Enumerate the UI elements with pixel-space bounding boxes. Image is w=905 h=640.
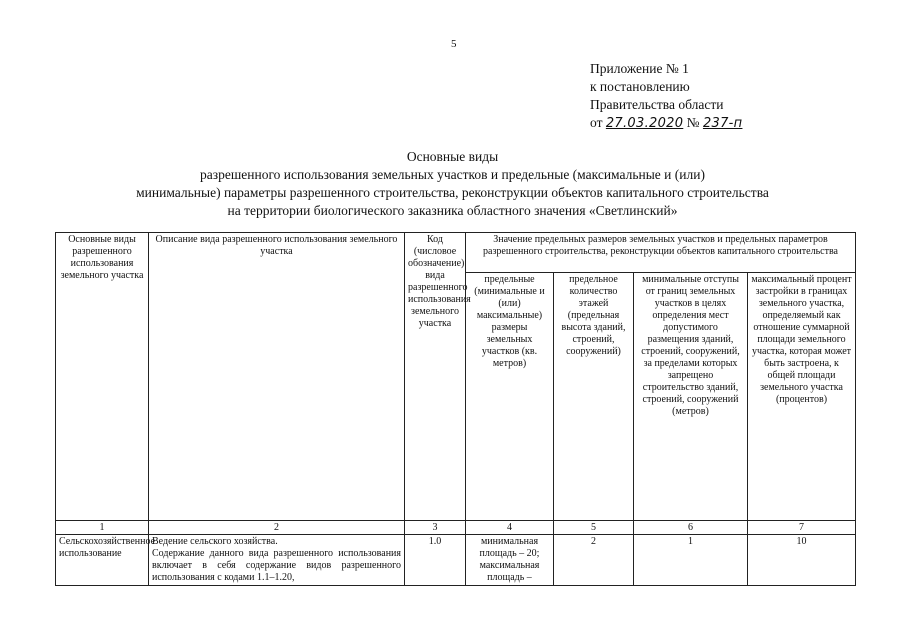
header-col-2: Описание вида разрешенного использования земельного участка xyxy=(149,233,405,521)
row-plot-size-min: минимальная площадь – 20; xyxy=(479,536,540,559)
row-land-use-name: Сельскохозяйственное использование xyxy=(56,535,149,586)
column-number: 4 xyxy=(466,521,554,535)
title-line-1: Основные виды xyxy=(406,149,499,164)
handwritten-number: 237-п xyxy=(702,116,743,131)
table-row xyxy=(56,535,856,586)
title-line-3: минимальные) параметры разрешенного строительства, реконструкции объектов капитального строительства xyxy=(136,185,769,200)
appendix-block xyxy=(590,60,742,133)
row-description-body: Содержание данного вида разрешенного использования включает в себя содержание видов разрешенного использования с кодами 1.1–1.20, xyxy=(152,548,401,583)
land-use-table xyxy=(55,232,856,586)
row-coverage: 10 xyxy=(748,535,856,586)
header-col-1: Основные виды разрешенного использования земельного участка xyxy=(56,233,149,521)
column-number: 3 xyxy=(405,521,466,535)
header-col-3: Код (числовое обозначение) вида разрешенного использования земельного участка xyxy=(405,233,466,521)
appendix-line-1: Приложение № 1 xyxy=(590,61,689,76)
column-number: 5 xyxy=(554,521,634,535)
page-number: 5 xyxy=(451,38,457,50)
title-line-2: разрешенного использования земельных участков и предельные (максимальные и (или) xyxy=(200,167,705,182)
row-plot-size-max: максимальная площадь – xyxy=(479,560,540,583)
row-setback: 1 xyxy=(634,535,748,586)
document-title xyxy=(0,148,905,220)
row-code: 1.0 xyxy=(405,535,466,586)
column-number: 7 xyxy=(748,521,856,535)
appendix-line-3: Правительства области xyxy=(590,97,724,112)
header-sub-2: предельное количество этажей (предельная высота зданий, строений, сооружений) xyxy=(554,273,634,521)
date-prefix: от xyxy=(590,115,603,130)
column-number-row xyxy=(56,521,856,535)
column-number: 6 xyxy=(634,521,748,535)
handwritten-date: 27.03.2020 xyxy=(605,116,684,131)
row-description-title: Ведение сельского хозяйства. xyxy=(152,536,278,547)
row-description xyxy=(149,535,405,586)
title-line-4: на территории биологического заказника областного значения «Светлинский» xyxy=(227,203,678,218)
header-row-1 xyxy=(56,233,856,273)
header-sub-4: максимальный процент застройки в границах земельного участка, определяемый как отношение суммарной площади земельного участка, которая может быть застроена, к общей площади земельного участка (процентов) xyxy=(748,273,856,521)
row-floors: 2 xyxy=(554,535,634,586)
row-plot-size xyxy=(466,535,554,586)
appendix-date-line xyxy=(590,114,742,133)
header-sub-3: минимальные отступы от границ земельных участков в целях определения мест допустимого размещения зданий, строений, сооружений, за пределами которых запрещено строительство зданий, строений, сооружений (метров) xyxy=(634,273,748,521)
column-number: 2 xyxy=(149,521,405,535)
column-number: 1 xyxy=(56,521,149,535)
header-sub-1: предельные (минимальные и (или) максимальные) размеры земельных участков (кв. метров) xyxy=(466,273,554,521)
appendix-line-2: к постановлению xyxy=(590,79,690,94)
header-group: Значение предельных размеров земельных участков и предельных параметров разрешенного строительства, реконструкции объектов капитального строительства xyxy=(466,233,856,273)
number-sign: № xyxy=(686,115,700,130)
